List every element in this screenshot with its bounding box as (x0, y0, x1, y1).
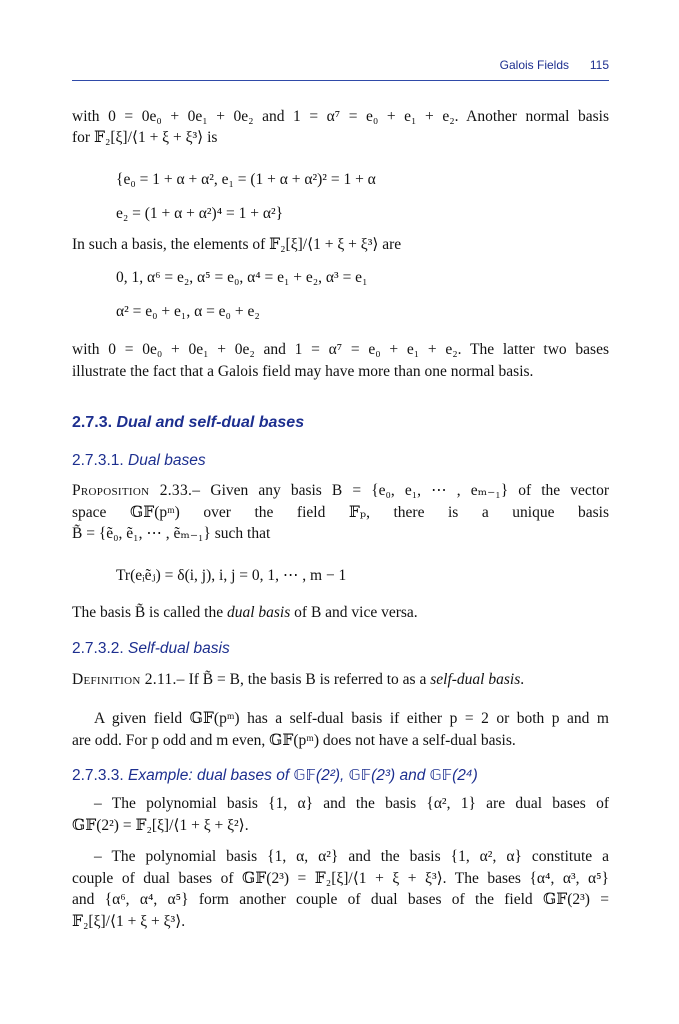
section-title: Dual and self-dual bases (116, 414, 305, 431)
paragraph-line: for 𝔽₂[ξ]/⟨1 + ξ + ξ³⟩ is (72, 129, 218, 146)
paragraph-line: In such a basis, the elements of 𝔽₂[ξ]/⟨1 + ξ + ξ³⟩ are (72, 236, 402, 253)
paragraph-line: with 0 = 0e₀ + 0e₁ + 0e₂ and 1 = α⁷ = e₀ + e₁ + e₂. The latter two bases (72, 341, 609, 358)
equation-line: {e₀ = 1 + α + α², e₁ = (1 + α + α²)² = 1 + α (116, 171, 376, 188)
proposition-line: space 𝔾𝔽(pᵐ) over the field 𝔽ₚ, there is a unique basis (72, 504, 609, 521)
proposition-text: Given any basis B = {e₀, e₁, ⋯ , eₘ₋₁} of the vector (210, 482, 609, 499)
subsection-number: 2.7.3.2. (72, 640, 124, 657)
definition-line (72, 670, 609, 690)
subsection-heading (72, 452, 206, 470)
section-heading (72, 414, 304, 432)
equation-line: e₂ = (1 + α + α²)⁴ = 1 + α²} (116, 205, 284, 222)
text-run: . (520, 671, 525, 688)
section-number: 2.7.3. (72, 414, 113, 431)
subsection-title: Dual bases (128, 452, 206, 469)
emphasis-self-dual-basis: self-dual basis (430, 671, 521, 688)
list-item-line: 𝔾𝔽(2²) = 𝔽₂[ξ]/⟨1 + ξ + ξ²⟩. (72, 817, 249, 834)
emphasis-dual-basis: dual basis (226, 604, 291, 621)
paragraph-line: A given field 𝔾𝔽(pᵐ) has a self-dual basis if either p = 2 or both p and m (94, 710, 609, 727)
running-header (72, 58, 609, 81)
paragraph-line: illustrate the fact that a Galois field may have more than one normal basis. (72, 363, 534, 380)
paragraph-line (72, 603, 609, 623)
subsection-heading (72, 766, 478, 785)
list-item-line: 𝔽₂[ξ]/⟨1 + ξ + ξ³⟩. (72, 913, 186, 930)
list-item-line: and {α⁶, α⁴, α⁵} form another couple of dual bases of the field 𝔾𝔽(2³) = (72, 891, 609, 908)
paragraph-line: with 0 = 0e₀ + 0e₁ + 0e₂ and 1 = α⁷ = e₀ + e₁ + e₂. Another normal basis (72, 108, 609, 125)
list-item-line: couple of dual bases of 𝔾𝔽(2³) = 𝔽₂[ξ]/⟨1 + ξ + ξ³⟩. The bases {α⁴, α³, α⁵} (72, 870, 609, 887)
proposition-line (72, 481, 609, 501)
list-item-line: – The polynomial basis {1, α} and the basis {α², 1} are dual bases of (94, 795, 609, 812)
proposition-label: Proposition 2.33.– (72, 482, 201, 499)
equation-line: 0, 1, α⁶ = e₂, α⁵ = e₀, α⁴ = e₁ + e₂, α³ = e₁ (116, 269, 368, 286)
paragraph-line: are odd. For p odd and m even, 𝔾𝔽(pᵐ) does not have a self-dual basis. (72, 732, 516, 749)
equation-line: Tr(eᵢẽⱼ) = δ(i, j), i, j = 0, 1, ⋯ , m − 1 (116, 567, 347, 584)
text-run: If B̃ = B, the basis B is referred to as a (184, 671, 431, 688)
page-number: 115 (589, 58, 609, 72)
list-item-line: – The polynomial basis {1, α, α²} and the basis {1, α², α} constitute a (94, 848, 609, 865)
subsection-number: 2.7.3.3. (72, 767, 124, 784)
running-head-title: Galois Fields (499, 58, 569, 72)
subsection-title: Example: dual bases of 𝔾𝔽(2²), 𝔾𝔽(2³) and 𝔾𝔽(2⁴) (128, 767, 478, 784)
subsection-heading (72, 640, 230, 658)
text-run: The basis B̃ is called the (72, 604, 227, 621)
text-run: of B and vice versa. (290, 604, 418, 621)
subsection-number: 2.7.3.1. (72, 452, 124, 469)
equation-line: α² = e₀ + e₁, α = e₀ + e₂ (116, 303, 260, 320)
proposition-line: B̃ = {ẽ₀, ẽ₁, ⋯ , ẽₘ₋₁} such that (72, 525, 271, 542)
subsection-title: Self-dual basis (128, 640, 230, 657)
definition-label: Definition 2.11.– (72, 671, 185, 688)
